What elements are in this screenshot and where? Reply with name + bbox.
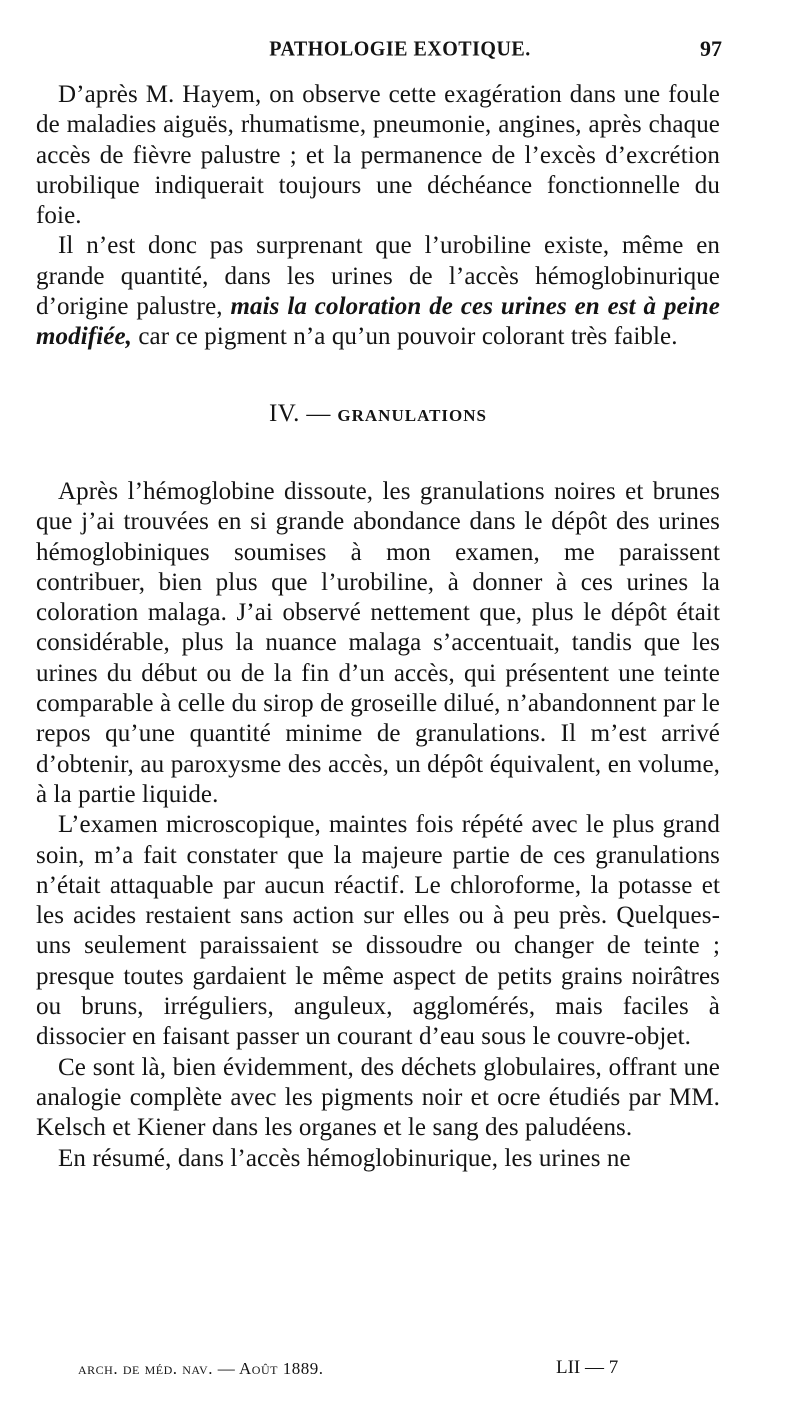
paragraph-4: L’examen microscopique, maintes fois répété avec le plus grand soin, m’a fait constater que la majeure partie de ces granulations n’était attaquable par aucun réactif. Le chloroforme, la potasse et les acides restaient sans action sur elles ou à peu près. Quelques-uns seulement paraissaient se dissoudre ou changer de teinte ; presque toutes gardaient le même aspect de petits grains noirâtres ou bruns, irréguliers, anguleux, agglomérés, mais faciles à dissocier en faisant passer un courant d’eau sous le couvre-objet. — [36, 811, 720, 1051]
paragraph-2-emphasis: mais la coloration de ces urines en est à peine modifiée, — [36, 293, 720, 351]
paragraph-5: Ce sont là, bien évidemment, des déchets globulaires, offrant une analogie complète avec les pigments noir et ocre étudiés par MM. Kelsch et Kiener dans les organes et le sang des paludéens. — [36, 1053, 720, 1142]
paragraph-3: Après l’hémoglobine dissoute, les granulations noires et brunes que j’ai trouvées en si grande abondance dans le dépôt des urines hémoglobiniques soumises à mon examen, me paraissent contribuer, bien plus que l’urobiline, à donner à ces urines la coloration malaga. J’ai observé nettement que, plus le dépôt était considérable, plus la nuance malaga s’accentuait, tandis que les urines du début ou de la fin d’un accès, qui présentent une teinte comparable à celle du sirop de groseille dilué, n’abandonnent par le repos qu’une quantité minime de granulations. Il m’est arrivé d’obtenir, au paroxysme des accès, un dépôt équivalent, en volume, à la partie liquide. — [36, 477, 720, 808]
paragraph-2-start: Il n’est donc pas surprenant que l’urobiline existe, même en grande quantité, dans les urines de l’accès hémoglobinurique d’origine palustre, — [36, 232, 720, 321]
running-title: PATHOLOGIE EXOTIQUE. — [269, 37, 531, 61]
paragraph-2-end: car ce pigment n’a qu’un pouvoir colorant très faible. — [132, 323, 678, 351]
section-heading — [36, 399, 720, 431]
paragraph-6: En résumé, dans l’accès hémoglobinurique, les urines ne — [58, 1144, 631, 1172]
section-title: GRANULATIONS — [337, 405, 487, 425]
journal-reference: arch. de méd. nav. — Août 1889. — [78, 1359, 324, 1378]
paragraph-1: D’après M. Hayem, on observe cette exagération dans une foule de maladies aiguës, rhumatisme, pneumonie, angines, après chaque accès de fièvre palustre ; et la permanence de l’excès d’excrétion urobilique indiquerait toujours une déchéance fonctionnelle du foie. — [36, 81, 720, 230]
signature-mark: LII — 7 — [556, 1357, 619, 1378]
section-numeral: IV. — [268, 399, 300, 427]
page-number: 97 — [700, 36, 722, 61]
page-footer — [78, 1359, 678, 1389]
section-dash: — — [306, 400, 331, 427]
running-head — [0, 36, 800, 66]
paragraph-2 — [36, 231, 720, 352]
body-text — [36, 80, 720, 1174]
